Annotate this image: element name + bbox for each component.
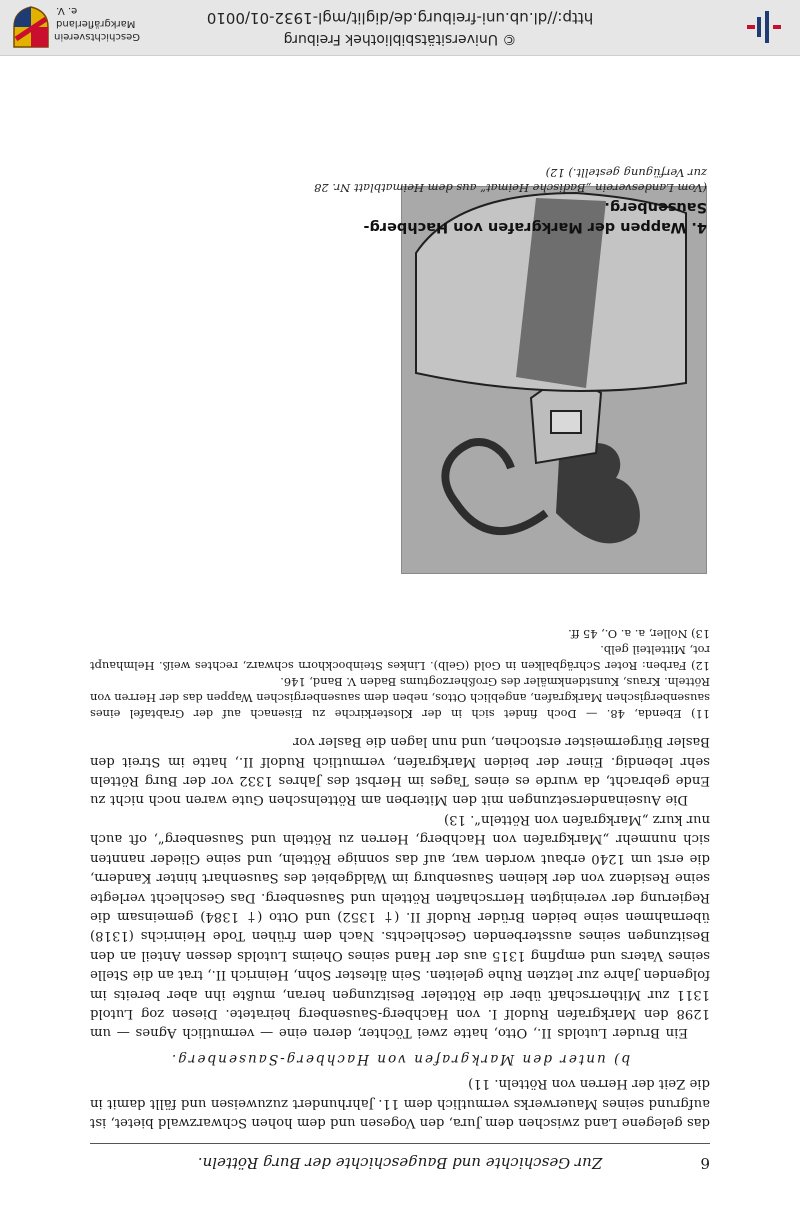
coat-of-arms-figure: [401, 186, 707, 574]
running-title: Zur Geschichte und Baugeschichte der Burg Rötteln.: [197, 1154, 603, 1172]
footnote-12: 12) Farben: Roter Schrägbalken in Gold (Gelb). Linkes Steinbockhorn schwarz, rechtes weiß. Helmhaupt rot, Mittelteil gelb.: [90, 643, 710, 673]
caption-credit-line-2: zur Verfügung gestellt.) 12): [545, 166, 707, 180]
university-library-logo-icon[interactable]: [744, 7, 786, 47]
footnotes: [90, 626, 710, 722]
caption-credit-line-1: (Vom Landesverein „Badische Heimat“ aus dem Heimatblatt Nr. 28: [314, 181, 707, 195]
figure-caption: [297, 165, 707, 237]
paragraph-auseinandersetzungen: Die Auseinandersetzungen mit den Miterben am Röttelnschen Gute waren noch nicht zu Ende gebracht, da wurde es eines Tages im Herbst des Jahres 1332 vor der Burg Rötteln sehr lebendig. Einer der beiden Markgrafen, vermutlich Rudolf II., hatte im Streit den Basler Bürgermeister erstochen, und nun lagen die Basler vor: [90, 734, 710, 808]
section-heading: b) unter den Markgrafen von Hachberg-Sausenberg.: [169, 1050, 631, 1067]
footnote-11: 11) Ebenda, 48. — Doch findet sich in der Klosterkirche zu Eisenach auf der Grabtafel eines sausenbergischen Markgrafen, angeblich Ottos, neben dem sausenbergischen Wappen das der Herren von Rötteln. Kraus, Kunstdenkmäler des Großherzogtums Baden V. Band, 146.: [90, 675, 710, 721]
coat-of-arms-illustration: [402, 187, 706, 573]
footnote-13: 13) Noller, a. a. O., 45 ff.: [568, 627, 710, 641]
paragraph-markgrafen: Ein Bruder Lutolds II., Otto, hatte zwei Töchter, deren eine — vermutlich Agnes — um 1298 den Markgrafen Rudolf I. von Hachberg-Sausenberg heiratete. Diesen zog Lutold 1311 zur Mitherrschaft über die Rötteler Besitzungen heran, mußte ihn aber bereits im folgenden Jahre zur letzten Ruhe geleiten. Sein ältester Sohn, Heinrich II., trat an die Stelle seines Vaters und empfing 1315 aus der Hand seines Oheims Lutolds dessen Anteil an den Besitzungen seines aussterbenden Geschlechts. Nach dem frühen Tode Heinrichs (1318) übernahmen seine beiden Brüder Rudolf II. († 1352) und Otto († 1384) gemeinsam die Regierung der vereinigten Herrschaften Rötteln und Sausenberg. Das Geschlecht verlegte seine Residenz von der kleinen Sausenburg im Waldgebiet des Sausenhart hinter Kandern, die erst um 1240 erbaut worden war, auf das sonnige Rötteln, und seine Glieder nannten sich nunmehr „Markgrafen von Hachberg, Herren zu Rötteln und Sausenberg“, oft auch nur kurz „Markgrafen von Rötteln“. 13): [90, 811, 710, 1041]
body-text: [90, 732, 710, 1132]
page-number: 6: [700, 1154, 710, 1172]
header-bar: [0, 0, 800, 56]
paragraph-continuation: das gelegene Land zwischen dem Jura, den Vogesen und dem hohen Schwarzwald bietet, ist aufgrund seines Mauerwerks vermutlich dem 11. Jahrhundert zuzuweisen und fällt damit in die Zeit der Herren von Rötteln. 11): [90, 1076, 710, 1130]
society-branding[interactable]: [10, 5, 140, 49]
header-rule: [90, 1143, 710, 1144]
caption-credit: [297, 165, 707, 195]
copyright-text: © Universitätsbibliothek Freiburg: [283, 31, 517, 47]
society-name: [56, 4, 140, 43]
caption-title: 4. Wappen der Markgrafen von Hachberg-Sausenberg.: [363, 199, 707, 235]
running-head: [90, 1148, 710, 1172]
society-name-line-2: Markgräflerland e. V.: [56, 5, 136, 29]
society-name-line-1: Geschichtsverein: [54, 31, 140, 42]
document-info: [140, 7, 660, 49]
permalink-url[interactable]: http://dl.ub.uni-freiburg.de/diglit/mgl-1932-01/0010: [206, 9, 594, 27]
society-crest-icon: [12, 5, 50, 49]
